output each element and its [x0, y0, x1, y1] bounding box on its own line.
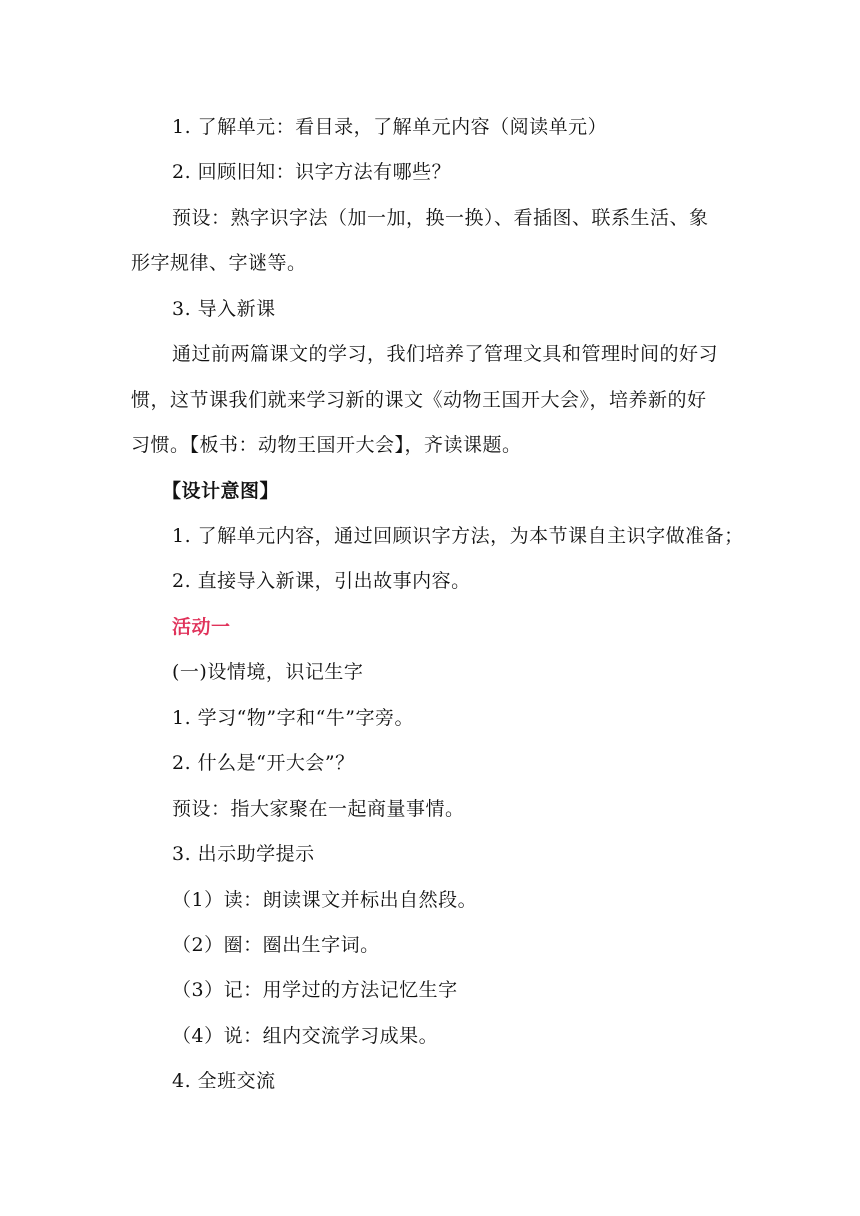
text-line: 惯，这节课我们就来学习新的课文《动物王国开大会》，培养新的好: [131, 389, 707, 411]
text-line: 2. 直接导入新课，引出故事内容。: [172, 570, 471, 592]
text-line: 习惯。【板书：动物王国开大会】，齐读课题。: [131, 434, 522, 456]
text-line: 通过前两篇课文的学习，我们培养了管理文具和管理时间的好习: [172, 343, 719, 365]
text-line: 4. 全班交流: [172, 1070, 276, 1092]
text-line: 2. 回顾旧知：识字方法有哪些？: [172, 161, 452, 183]
text-line: （1）读：朗读课文并标出自然段。: [172, 889, 478, 911]
text-line: （3）记：用学过的方法记忆生字: [172, 979, 458, 1001]
text-line: (一)设情境，识记生字: [172, 661, 364, 683]
text-line: 预设：熟字识字法（加一加，换一换）、看插图、联系生活、象: [172, 207, 709, 229]
text-line: 3. 导入新课: [172, 298, 276, 320]
section-heading: 【设计意图】: [162, 480, 280, 502]
text-line: 1. 了解单元内容，通过回顾识字方法，为本节课自主识字做准备；: [172, 525, 744, 547]
text-line: （4）说：组内交流学习成果。: [172, 1025, 439, 1047]
activity-heading: 活动一: [172, 616, 231, 638]
text-line: 3. 出示助学提示: [172, 843, 315, 865]
text-line: 2. 什么是“开大会”？: [172, 752, 355, 774]
text-line: （2）圈：圈出生字词。: [172, 934, 380, 956]
text-line: 1. 学习“物”字和“牛”字旁。: [172, 707, 415, 729]
text-line: 1. 了解单元：看目录，了解单元内容（阅读单元）: [172, 116, 608, 138]
text-line: 形字规律、字谜等。: [131, 252, 307, 274]
text-line: 预设：指大家聚在一起商量事情。: [172, 798, 465, 820]
